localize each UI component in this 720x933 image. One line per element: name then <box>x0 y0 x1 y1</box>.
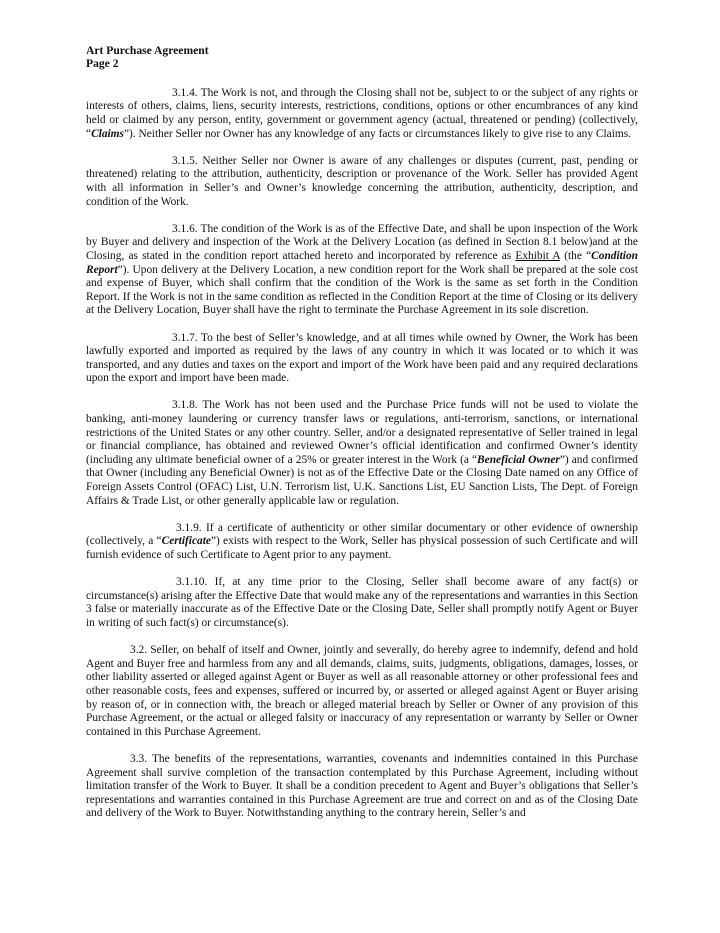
paragraph-text: 3.1.10. If, at any time prior to the Closing, Seller shall become aware of any fact(s) or circumstance(s) arising after the Effective Date that would make any of the representations and warranties in this Section 3 false or materially inaccurate as of the Effective Date or the Closing Date, Seller shall promptly notify Agent or Buyer in writing of such fact(s) or circumstance(s). <box>86 576 638 629</box>
paragraph-text: ”). Upon delivery at the Delivery Location, a new condition report for the Work shall be prepared at the sole cost and expense of Buyer, which shall confirm that the condition of the Work is the same as set forth in the Condition Report. If the Work is not in the same condition as reflected in the Condition Report at the time of Closing or its delivery at the Delivery Location, Buyer shall have the right to terminate the Purchase Agreement in its sole discretion. <box>86 263 638 317</box>
paragraph-text: ”). Neither Seller nor Owner has any knowledge of any facts or circumstances likely to give rise to any Claims. <box>123 127 632 140</box>
section-3-1-10 <box>86 576 638 630</box>
paragraph-text: 3.3. The benefits of the representations, warranties, covenants and indemnities contained in this Purchase Agreement shall survive completion of the transaction contemplated by this Purchase Agreement, including without limitation transfer of the Work to Buyer. It shall be a condition precedent to Agent and Buyer’s obligations that Seller’s representations and warranties contained in this Purchase Agreement are true and correct on and as of the Closing Date and delivery of the Work to Buyer. Notwithstanding anything to the contrary herein, Seller’s and <box>86 752 638 820</box>
paragraph-text: 3.1.5. Neither Seller nor Owner is aware of any challenges or disputes (current, past, pending or threatened) relating to the attribution, authenticity, description or provenance of the Work. Seller has provided Agent with all information in Seller’s and Owner’s knowledge concerning the attribution, authenticity, description, and condition of the Work. <box>86 154 638 208</box>
page-number: Page 2 <box>86 57 119 71</box>
paragraph-text: ”) and confirmed that Owner (including any Beneficial Owner) is not as of the Effective Date or the Closing Date named on any Office of Foreign Assets Control (OFAC) List, U.N. Terrorism list, U.K. Sanctions List, EU Sanction Lists, The Dept. of Foreign Affairs & Trade List, or other generally applicable law or regulation. <box>86 453 638 507</box>
section-3-1-7 <box>86 332 638 386</box>
paragraph-text: 3.2. Seller, on behalf of itself and Owner, jointly and severally, do hereby agree to indemnify, defend and hold Agent and Buyer free and harmless from any and all demands, claims, suits, judgments, obligations, damages, losses, or other liability asserted or alleged against Agent or Buyer as well as all reasonable attorney or other professional fees and other reasonable costs, fees and expenses, suffered or incurred by, or asserted or alleged against Agent or Buyer arising by reason of, or in connection with, the breach or alleged material breach by Seller or Owner of any provision of this Purchase Agreement, or the actual or alleged falsity or inaccuracy of any representation or warranty by Seller or Owner contained in this Purchase Agreement. <box>86 644 638 738</box>
paragraph-text: 3.1.9. If a certificate of authenticity or other similar documentary or other evidence of ownership (collectively, a “ <box>86 521 638 548</box>
paragraph-text: 3.1.4. The Work is not, and through the Closing shall not be, subject to or the subject of any rights or interests of others, claims, liens, security interests, restrictions, conditions, options or other encumbrances of any kind held or claimed by any person, entity, government or government agency (actual, threatened or pending) (collectively, “ <box>86 86 638 140</box>
paragraph-text: 3.1.8. The Work has not been used and the Purchase Price funds will not be used to violate the banking, anti-money laundering or currency transfer laws or regulations, anti-terrorism, sanctions, or international restrictions of the United States or any other country. Seller, and/or a designated representative of Seller trained in legal or financial compliance, has obtained and reviewed Owner’s official identification and confirmed Owner’s identity (including any ultimate beneficial owner of a 25% or greater interest in the Work (a “ <box>86 399 638 466</box>
section-3-1-5 <box>86 155 638 209</box>
document-page <box>86 44 638 834</box>
defined-term: Claims <box>91 127 124 140</box>
paragraph-text: (the “ <box>560 249 592 262</box>
section-3-3 <box>86 753 638 821</box>
paragraph-text: 3.1.7. To the best of Seller’s knowledge, and at all times while owned by Owner, the Work has been lawfully exported and imported as required by the laws of any country in which it was located or to which it was transported, and any duties and taxes on the export and import of the Work have been paid and any required declarations upon the export and import have been made. <box>86 331 638 385</box>
paragraph-text: 3.1.6. The condition of the Work is as of the Effective Date, and shall be upon inspection of the Work by Buyer and delivery and inspection of the Work at the Delivery Location (as defined in Section 8.1 below)and at the Closing, as stated in the condition report attached hereto and incorporated by reference as <box>86 222 638 262</box>
paragraph-text: ”) exists with respect to the Work, Seller has physical possession of such Certificate and will furnish evidence of such Certificate to Agent prior to any payment. <box>86 535 639 561</box>
defined-term: Beneficial Owner <box>477 453 560 466</box>
header-spacer <box>86 71 638 87</box>
defined-term: Certificate <box>161 535 211 548</box>
document-title: Art Purchase Agreement <box>86 44 209 57</box>
section-3-1-9 <box>86 522 638 563</box>
section-3-1-4 <box>86 87 638 141</box>
section-3-2 <box>86 644 638 739</box>
exhibit-reference: Exhibit A <box>515 249 561 262</box>
defined-term: Condition Report <box>86 249 639 276</box>
section-3-1-8 <box>86 399 638 508</box>
section-3-1-6 <box>86 223 638 318</box>
